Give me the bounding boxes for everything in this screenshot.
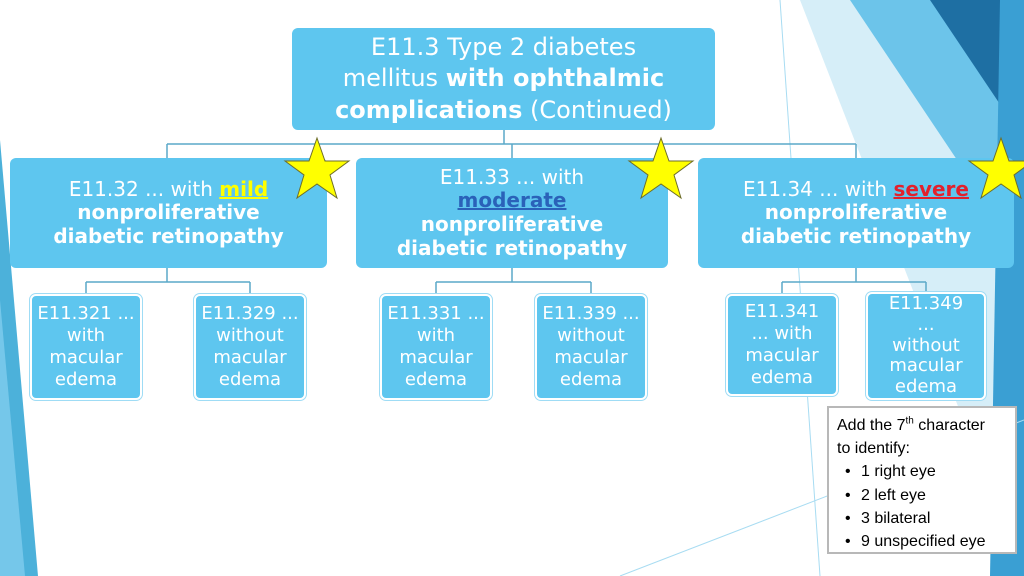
code-line4: macular — [889, 355, 963, 377]
root-node-e11-3 — [292, 28, 715, 130]
code-line1: E11.329 ... — [201, 303, 299, 325]
root-line2-plain: mellitus — [342, 64, 446, 93]
code-line1: E11.339 ... — [542, 303, 640, 325]
category-node-e11-33 — [356, 158, 668, 268]
code-line3: macular — [745, 345, 819, 366]
code-line1: E11.341 — [744, 301, 820, 323]
note-sup: th — [905, 415, 914, 427]
code-line1: E11.349 — [888, 292, 964, 314]
category-prefix: E11.34 ... with — [743, 176, 894, 201]
category-line2: nonproliferative — [764, 200, 948, 225]
code-line5: edema — [894, 376, 958, 398]
root-line3-plain: (Continued) — [522, 95, 672, 124]
code-line4: edema — [54, 368, 118, 390]
code-line3: macular — [213, 347, 287, 368]
severity-moderate: moderate — [457, 188, 567, 213]
category-node-e11-34 — [698, 158, 1014, 268]
code-node-e11-329 — [194, 294, 306, 400]
list-item: • 9 unspecified eye — [845, 530, 1009, 553]
code-line2: without — [557, 325, 625, 347]
seventh-character-note — [827, 406, 1017, 554]
note-line1-pre: Add the 7 — [837, 417, 906, 434]
category-line4: diabetic retinopathy — [396, 235, 628, 260]
severity-mild: mild — [219, 176, 269, 201]
code-line4: edema — [750, 366, 814, 388]
list-item: • 2 left eye — [845, 484, 1009, 507]
code-line2: with — [416, 325, 456, 347]
category-prefix: E11.33 ... with — [439, 164, 585, 189]
list-item: • 1 right eye — [845, 460, 1009, 483]
root-line1: E11.3 Type 2 diabetes — [370, 33, 637, 62]
category-prefix: E11.32 ... with — [68, 176, 220, 201]
note-line2: to identify: — [837, 440, 910, 458]
code-line2: without — [216, 325, 284, 347]
code-node-e11-331 — [380, 294, 492, 400]
severity-severe: severe — [893, 176, 969, 201]
note-list — [837, 460, 1009, 553]
category-line3: diabetic retinopathy — [740, 223, 972, 248]
list-item: • 3 bilateral — [845, 507, 1009, 530]
note-line1-post: character — [913, 417, 985, 434]
code-node-e11-341 — [726, 294, 838, 396]
category-line2: nonproliferative — [77, 200, 260, 225]
code-line3: macular — [49, 347, 123, 368]
code-line2: ... with — [751, 323, 813, 345]
code-line2: ... — [917, 313, 935, 335]
root-line2-bold: with ophthalmic — [445, 64, 665, 93]
code-line1: E11.331 ... — [387, 303, 485, 325]
code-line3: macular — [554, 347, 628, 368]
category-node-e11-32 — [10, 158, 327, 268]
code-line3: without — [892, 334, 960, 356]
code-line4: edema — [559, 368, 623, 390]
root-line3-bold: complications — [335, 95, 523, 124]
category-line3: diabetic retinopathy — [53, 223, 284, 248]
code-line3: macular — [399, 347, 473, 368]
code-line4: edema — [404, 368, 468, 390]
category-line3: nonproliferative — [420, 212, 604, 236]
code-line4: edema — [218, 368, 282, 390]
code-node-e11-339 — [535, 294, 647, 400]
code-node-e11-349 — [866, 292, 986, 400]
code-node-e11-321 — [30, 294, 142, 400]
code-line1: E11.321 ... — [37, 303, 135, 325]
code-line2: with — [66, 325, 106, 347]
